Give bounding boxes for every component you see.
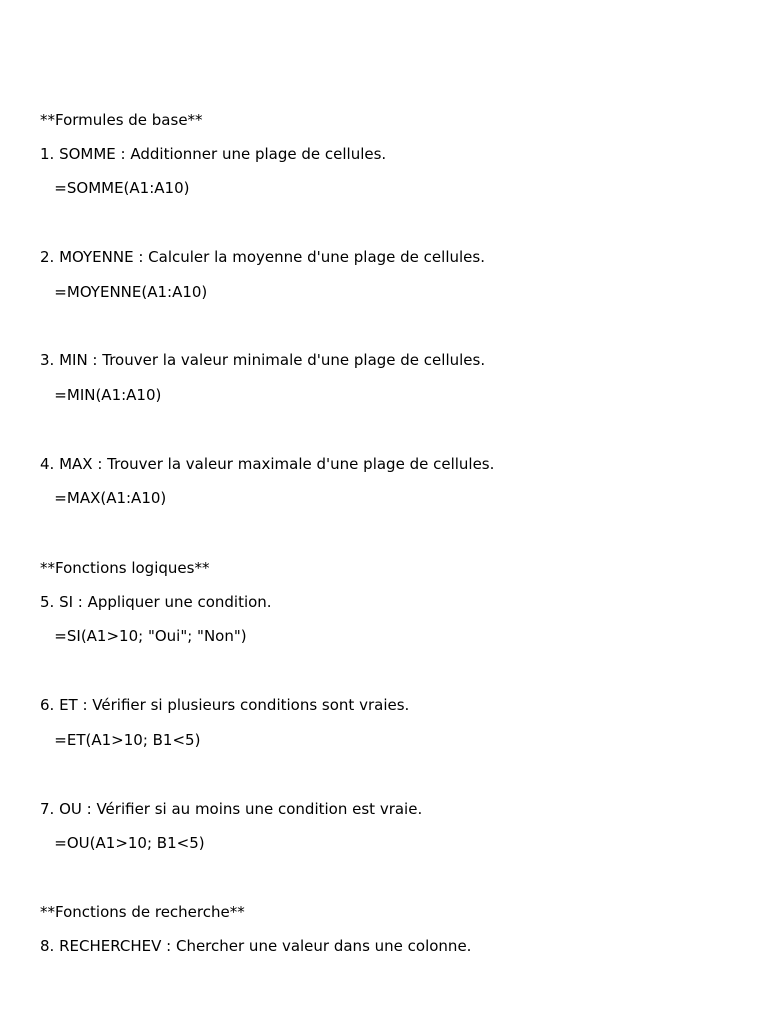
section-heading-fonctions-de-recherche: **Fonctions de recherche** bbox=[40, 903, 245, 921]
item-title-somme: 1. SOMME : Additionner une plage de cellules. bbox=[40, 145, 387, 163]
item-title-si: 5. SI : Appliquer une condition. bbox=[40, 593, 272, 611]
item-formula-min: =MIN(A1:A10) bbox=[40, 386, 162, 404]
item-formula-moyenne: =MOYENNE(A1:A10) bbox=[40, 283, 208, 301]
item-title-max: 4. MAX : Trouver la valeur maximale d'une plage de cellules. bbox=[40, 455, 495, 473]
section-heading-fonctions-logiques: **Fonctions logiques** bbox=[40, 559, 210, 577]
item-title-min: 3. MIN : Trouver la valeur minimale d'une plage de cellules. bbox=[40, 351, 486, 369]
item-formula-ou: =OU(A1>10; B1<5) bbox=[40, 834, 205, 852]
section-heading-formules-de-base: **Formules de base** bbox=[40, 111, 203, 129]
item-formula-somme: =SOMME(A1:A10) bbox=[40, 179, 190, 197]
item-title-et: 6. ET : Vérifier si plusieurs conditions sont vraies. bbox=[40, 696, 410, 714]
item-title-recherchev: 8. RECHERCHEV : Chercher une valeur dans une colonne. bbox=[40, 937, 472, 955]
item-formula-max: =MAX(A1:A10) bbox=[40, 489, 167, 507]
item-formula-si: =SI(A1>10; "Oui"; "Non") bbox=[40, 627, 247, 645]
item-title-moyenne: 2. MOYENNE : Calculer la moyenne d'une plage de cellules. bbox=[40, 248, 485, 266]
item-formula-et: =ET(A1>10; B1<5) bbox=[40, 731, 201, 749]
item-title-ou: 7. OU : Vérifier si au moins une condition est vraie. bbox=[40, 800, 423, 818]
